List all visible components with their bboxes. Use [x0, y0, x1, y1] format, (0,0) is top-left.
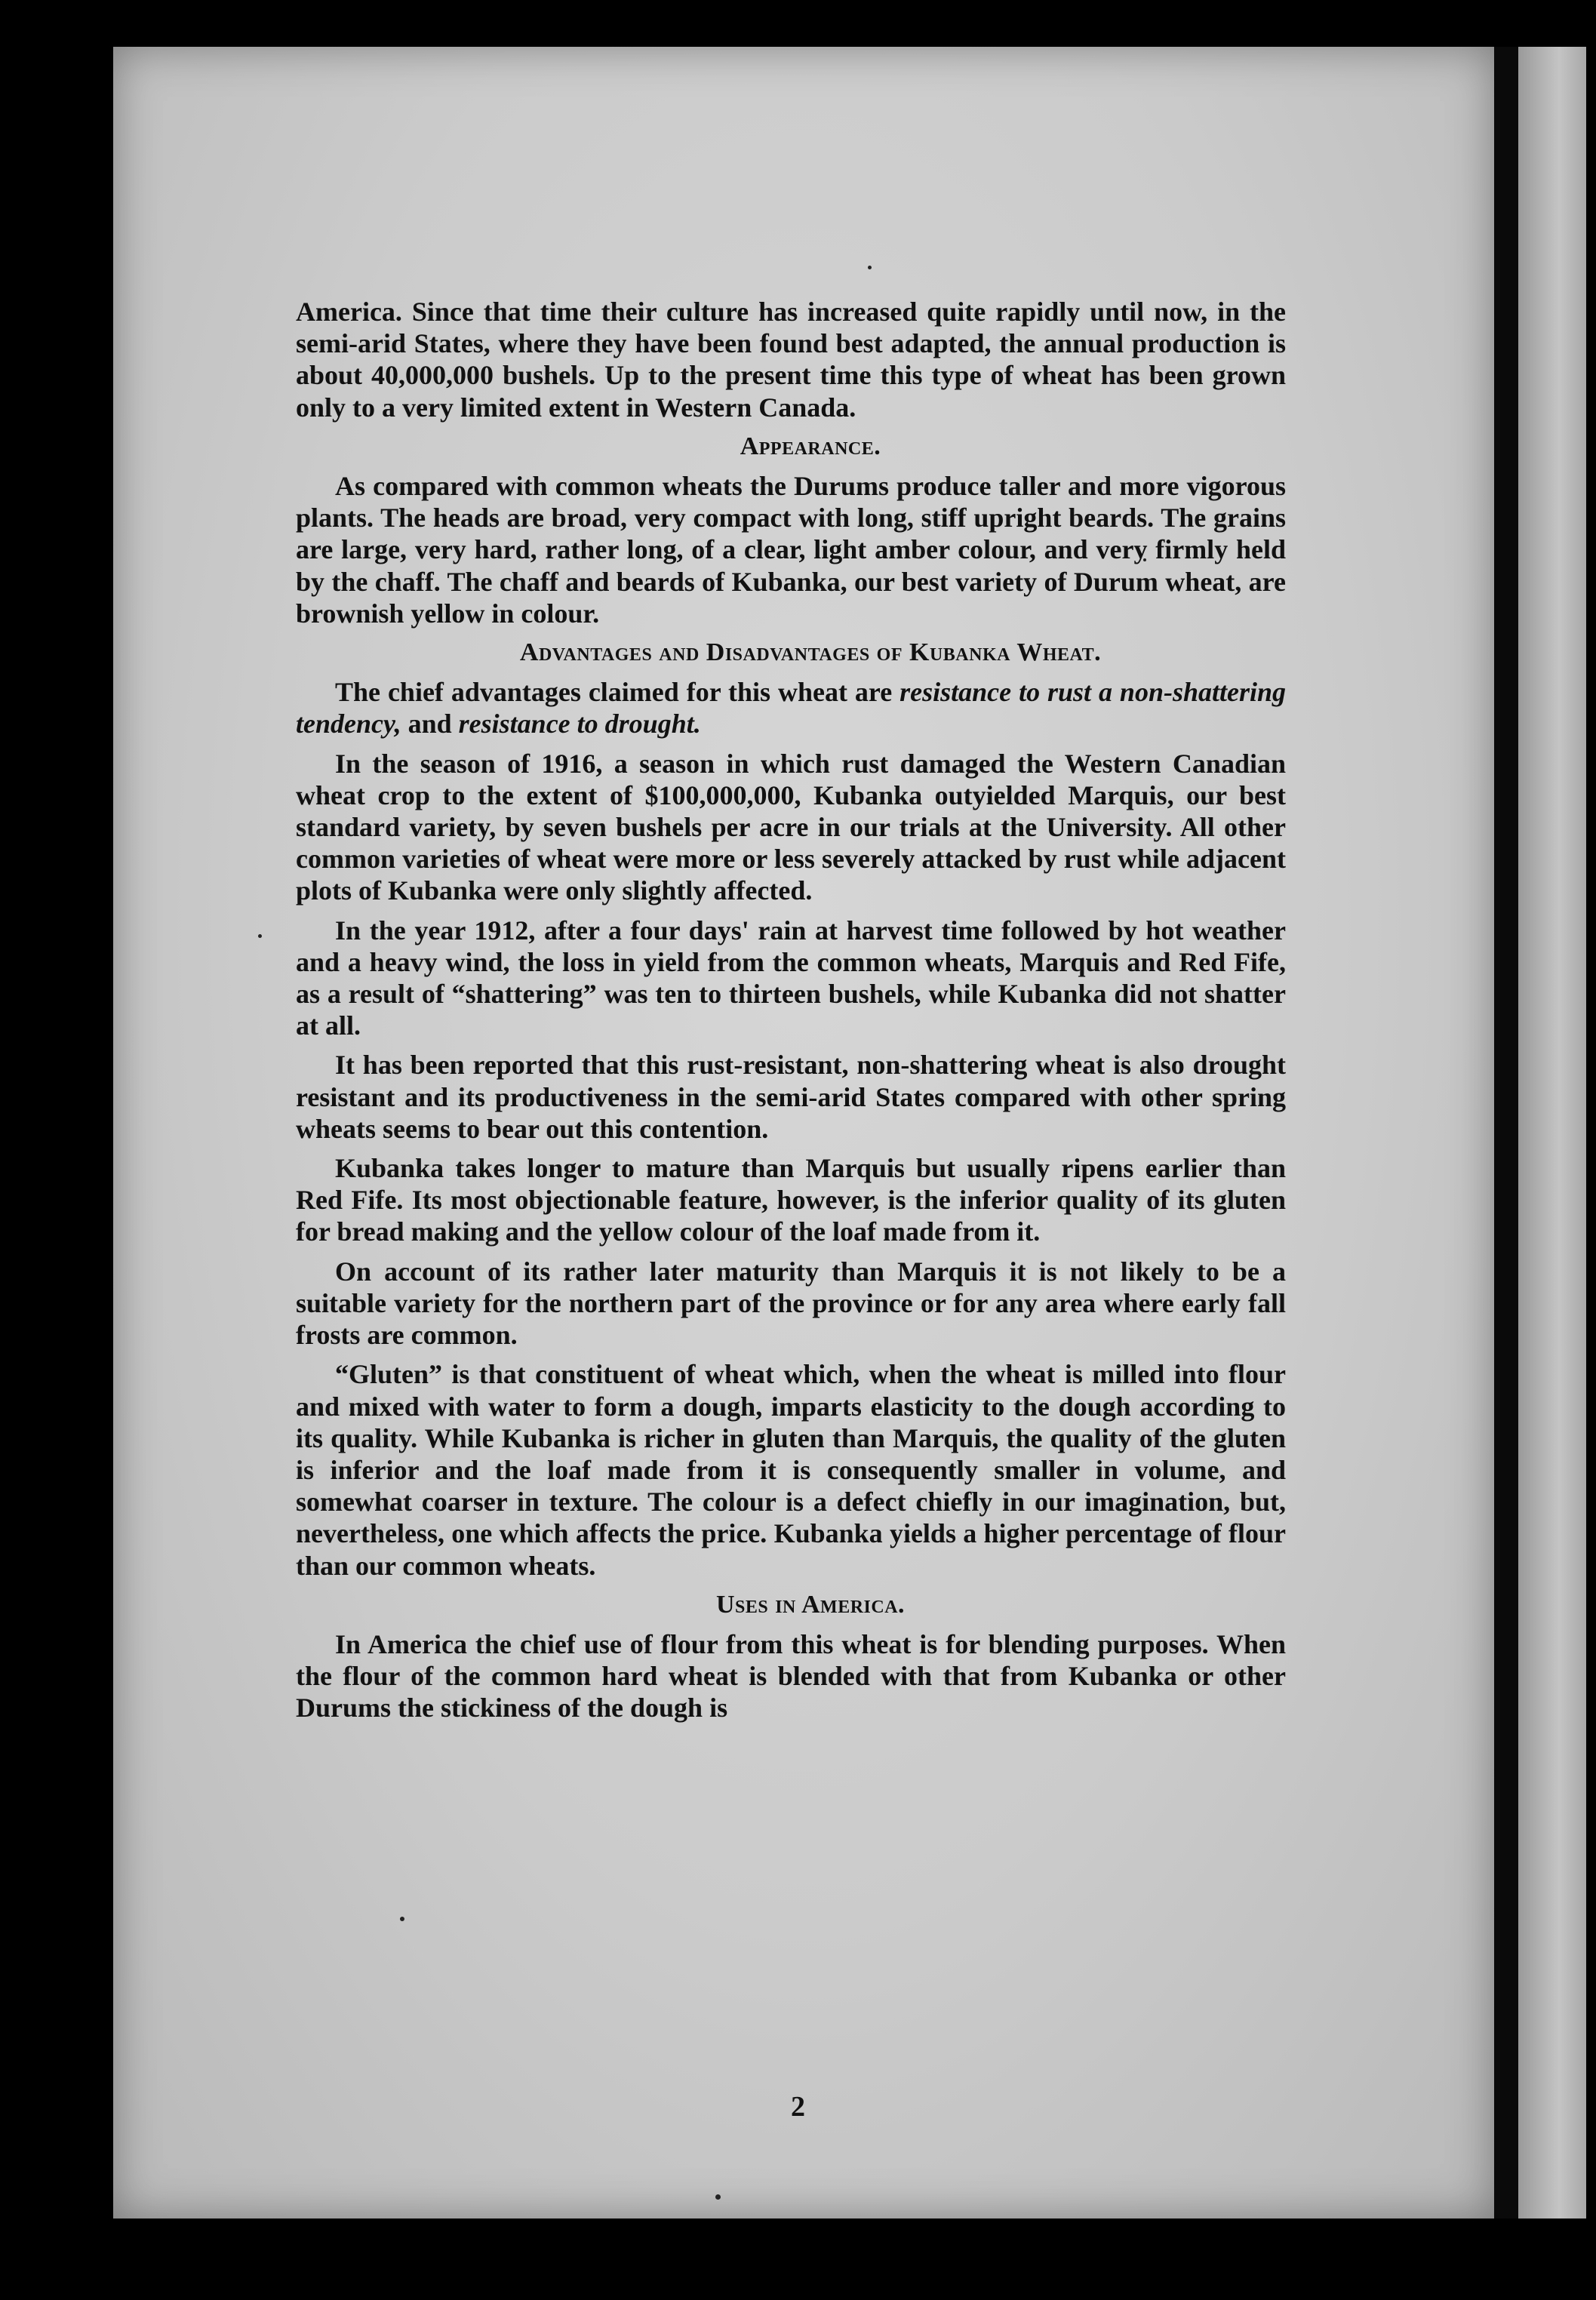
paragraph-advantages [296, 676, 1286, 740]
paragraph-intro: America. Since that time their culture has increased quite rapidly until now, in the semi-arid States, where they have been found best adapted, the annual production is about 40,000,000 bushels. Up to the present time this type of wheat has been grown only to a very limited extent in Western Canada. [296, 297, 1286, 423]
paragraph-shatter-1912: In the year 1912, after a four days' rain at harvest time followed by hot weather and a heavy wind, the loss in yield from the common wheats, Marquis and Red Fife, as a result of “shattering” was ten to thirteen bushels, while Kubanka did not shatter at all. [296, 915, 1286, 1041]
binding-gutter [1494, 47, 1518, 2219]
print-speck [715, 2194, 721, 2200]
print-speck [258, 934, 262, 938]
adjacent-page-edge [1518, 47, 1586, 2219]
paragraph-uses: In America the chief use of flour from this wheat is for blending purposes. When the flour of the common hard wheat is blended with that from Kubanka or other Durums the stickiness of the dough is [296, 1628, 1286, 1723]
page-number: 2 [791, 2091, 805, 2123]
body-text [296, 296, 1286, 1724]
print-speck [868, 266, 872, 269]
heading-uses: Uses in America. [715, 1590, 906, 1619]
paragraph-north: On account of its rather later maturity than Marquis it is not likely to be a suitable variety for the northern part of the province or for any area where early fall frosts are common. [296, 1256, 1286, 1351]
paragraph-drought: It has been reported that this rust-resistant, non-shattering wheat is also drought resistant and its productiveness in the semi-arid States compared with other spring wheats seems to bear out this contention. [296, 1050, 1286, 1144]
heading-appearance: Appearance. [740, 432, 881, 460]
paragraph-gluten: “Gluten” is that constituent of wheat which, when the wheat is milled into flour and mixed with water to form a dough, imparts elasticity to the dough according to its quality. While Kubanka is richer in gluten than Marquis, the quality of the gluten is inferior and the loaf made from it is consequently smaller in volume, and somewhat coarser in texture. The colour is a defect chiefly in our imagination, but, nevertheless, one which affects the price. Kubanka yields a higher percentage of flour than our common wheats. [296, 1359, 1286, 1581]
paragraph-rust-1916: In the season of 1916, a season in which rust damaged the Western Canadian wheat crop to the extent of $100,000,000, Kubanka outyielded Marquis, our best standard variety, by seven bushels per acre in our trials at the University. All other common varieties of wheat were more or less severely attacked by rust while adjacent plots of Kubanka were only slightly affected. [296, 748, 1286, 906]
heading-advantages: Advantages and Disadvantages of Kubanka Wheat. [519, 638, 1102, 667]
advantages-and-text: and [407, 709, 452, 740]
paragraph-maturity: Kubanka takes longer to mature than Marquis but usually ripens earlier than Red Fife. Its most objectionable feature, however, is the inferior quality of its gluten for bread making and the yellow colour of the loaf made from it. [296, 1153, 1286, 1247]
advantages-emphasis-1: resistance to rust a non-shattering tendency, [296, 677, 1287, 740]
paragraph-appearance: As compared with common wheats the Durums produce taller and more vigorous plants. The heads are broad, very compact with long, stiff upright beards. The grains are large, very hard, rather long, of a clear, light amber colour, and very firmly held by the chaff. The chaff and beards of Kubanka, our best variety of Durum wheat, are brownish yellow in colour. [296, 471, 1286, 629]
print-speck [400, 1917, 404, 1921]
advantages-lead-text: The chief advantages claimed for this wheat are [335, 677, 893, 708]
advantages-emphasis-2: resistance to drought. [458, 709, 701, 740]
